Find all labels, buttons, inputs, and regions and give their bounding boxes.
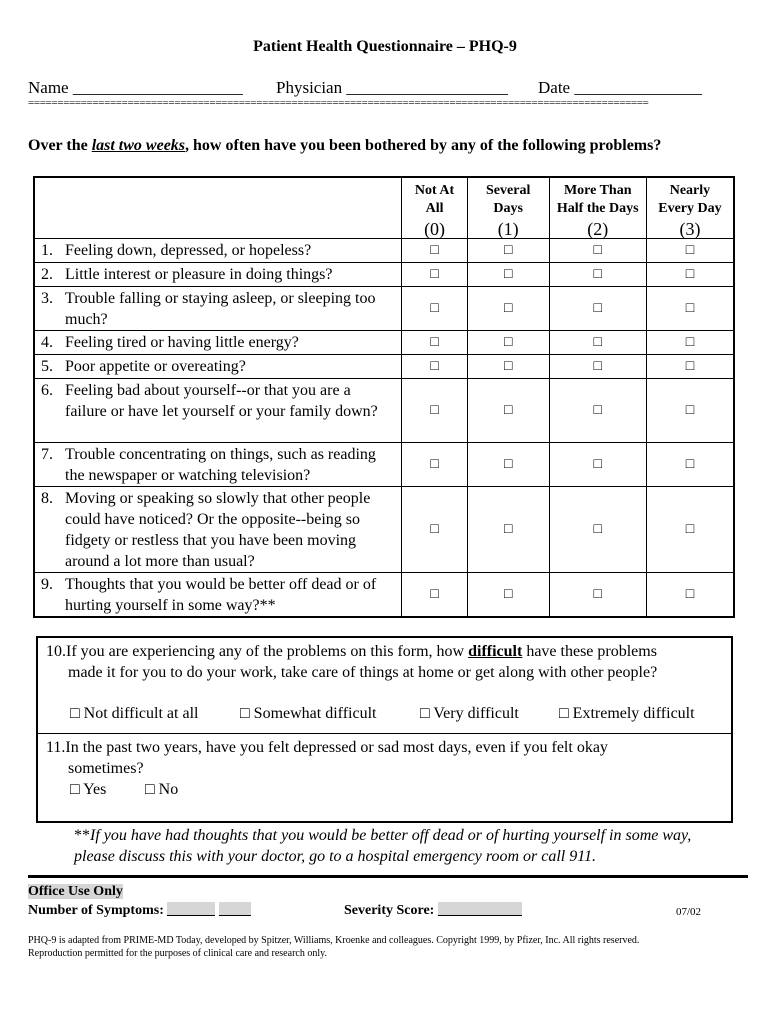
item-cell-3	[34, 287, 402, 331]
option-yes[interactable]: □ Yes	[70, 781, 107, 798]
checkbox-item4-score2[interactable]: □	[549, 331, 646, 355]
table-header-row	[34, 177, 734, 239]
severity-score: Severity Score:	[344, 902, 522, 919]
option-extremely-difficult[interactable]: □ Extremely difficult	[559, 705, 695, 722]
version-date: 07/02	[676, 906, 702, 918]
checkbox-item1-score1[interactable]: □	[467, 239, 549, 263]
checkbox-item6-score0[interactable]: □	[402, 379, 468, 443]
table-row	[34, 263, 734, 287]
table-row	[34, 331, 734, 355]
item-cell-9	[34, 573, 402, 618]
checkbox-item8-score3[interactable]: □	[646, 487, 734, 573]
item-cell-6	[34, 379, 402, 443]
copyright-footer: PHQ-9 is adapted from PRIME-MD Today, developed by Spitzer, Williams, Kroenke and colleagues. Copyright 1999, by Pfizer, Inc. All rights reserved. Reproduction permitted for the purposes of clinical care and research only.	[28, 935, 640, 959]
score-label-1: (1)	[497, 219, 519, 239]
item-number: 1.	[41, 242, 53, 259]
symptoms-blank-2[interactable]	[219, 902, 251, 916]
column-header-3: Nearly Every Day (3)	[646, 177, 734, 239]
item-number: 7.	[41, 446, 53, 463]
item-number: 6.	[41, 382, 53, 399]
checkbox-item4-score0[interactable]: □	[402, 331, 468, 355]
score-label-2: (2)	[587, 219, 609, 239]
functional-questions-box	[36, 636, 733, 823]
item-cell-5	[34, 355, 402, 379]
table-row	[34, 443, 734, 487]
checkbox-item2-score3[interactable]: □	[646, 263, 734, 287]
table-row	[34, 573, 734, 618]
option-somewhat-difficult[interactable]: □ Somewhat difficult	[240, 705, 377, 722]
table-row	[34, 287, 734, 331]
checkbox-item6-score3[interactable]: □	[646, 379, 734, 443]
option-not-difficult[interactable]: □ Not difficult at all	[70, 705, 199, 722]
table-row	[34, 379, 734, 443]
checkbox-item9-score2[interactable]: □	[549, 573, 646, 618]
instruction-text-before: Over the	[28, 137, 92, 154]
checkbox-item5-score1[interactable]: □	[467, 355, 549, 379]
checkbox-item9-score1[interactable]: □	[467, 573, 549, 618]
item-number: 9.	[41, 576, 53, 593]
item-text: Poor appetite or overeating?	[65, 358, 246, 375]
item-text: Trouble concentrating on things, such as reading the newspaper or watching television?	[65, 446, 376, 484]
checkbox-item6-score2[interactable]: □	[549, 379, 646, 443]
checkbox-item9-score3[interactable]: □	[646, 573, 734, 618]
checkbox-item2-score2[interactable]: □	[549, 263, 646, 287]
checkbox-item7-score3[interactable]: □	[646, 443, 734, 487]
checkbox-item7-score1[interactable]: □	[467, 443, 549, 487]
item-text: Thoughts that you would be better off dead or of hurting yourself in some way?**	[65, 576, 377, 614]
number-of-symptoms: Number of Symptoms:	[28, 902, 251, 919]
checkbox-item3-score2[interactable]: □	[549, 287, 646, 331]
checkbox-item1-score2[interactable]: □	[549, 239, 646, 263]
checkbox-item4-score3[interactable]: □	[646, 331, 734, 355]
item-number: 8.	[41, 490, 53, 507]
item-number: 5.	[41, 358, 53, 375]
checkbox-item5-score3[interactable]: □	[646, 355, 734, 379]
difficult-emphasis: difficult	[468, 643, 523, 660]
column-header-1: Several Days (1)	[467, 177, 549, 239]
column-header-0: Not At All (0)	[402, 177, 468, 239]
item-text: Feeling down, depressed, or hopeless?	[65, 242, 312, 259]
checkbox-item8-score2[interactable]: □	[549, 487, 646, 573]
item-text: Little interest or pleasure in doing things?	[65, 266, 333, 283]
instruction-text-after: , how often have you been bothered by any of the following problems?	[185, 137, 662, 154]
checkbox-item1-score3[interactable]: □	[646, 239, 734, 263]
item-cell-8	[34, 487, 402, 573]
phq9-table	[33, 176, 735, 618]
severity-blank[interactable]	[438, 902, 522, 916]
checkbox-item1-score0[interactable]: □	[402, 239, 468, 263]
item-cell-4	[34, 331, 402, 355]
item-number: 3.	[41, 290, 53, 307]
box-divider	[38, 733, 731, 734]
item-cell-7	[34, 443, 402, 487]
safety-note: **If you have had thoughts that you would be better off dead or of hurting yourself in some way, please discuss this with your doctor, go to a hospital emergency room or call 911.	[74, 827, 692, 865]
checkbox-item3-score0[interactable]: □	[402, 287, 468, 331]
question-11: 11.In the past two years, have you felt depressed or sad most days, even if you felt okay sometimes?	[46, 739, 608, 777]
item-text: Feeling tired or having little energy?	[65, 334, 299, 351]
checkbox-item4-score1[interactable]: □	[467, 331, 549, 355]
column-header-2: More Than Half the Days (2)	[549, 177, 646, 239]
checkbox-item3-score3[interactable]: □	[646, 287, 734, 331]
name-field[interactable]: Name ____________________	[28, 78, 243, 97]
physician-field[interactable]: Physician ___________________	[276, 78, 508, 97]
checkbox-item9-score0[interactable]: □	[402, 573, 468, 618]
table-row	[34, 487, 734, 573]
section-rule	[28, 875, 748, 878]
checkbox-item8-score1[interactable]: □	[467, 487, 549, 573]
score-label-3: (3)	[679, 219, 701, 239]
table-row	[34, 355, 734, 379]
checkbox-item2-score0[interactable]: □	[402, 263, 468, 287]
item-cell-2	[34, 263, 402, 287]
checkbox-item5-score2[interactable]: □	[549, 355, 646, 379]
checkbox-item2-score1[interactable]: □	[467, 263, 549, 287]
checkbox-item5-score0[interactable]: □	[402, 355, 468, 379]
checkbox-item3-score1[interactable]: □	[467, 287, 549, 331]
option-very-difficult[interactable]: □ Very difficult	[420, 705, 519, 722]
item-number: 4.	[41, 334, 53, 351]
checkbox-item7-score0[interactable]: □	[402, 443, 468, 487]
instruction-emphasis: last two weeks	[91, 137, 186, 154]
symptoms-blank-1[interactable]	[167, 902, 215, 916]
date-field[interactable]: Date _______________	[538, 78, 702, 97]
checkbox-item7-score2[interactable]: □	[549, 443, 646, 487]
table-row	[34, 239, 734, 263]
form-title: Patient Health Questionnaire – PHQ-9	[253, 38, 517, 55]
question-10: 10.If you are experiencing any of the problems on this form, how difficult have these problems made it for you to do your work, take care of things at home or get along with other people?	[46, 643, 658, 681]
separator-line: ==========================================================================================================	[28, 97, 649, 109]
item-cell-1	[34, 239, 402, 263]
item-column-header	[34, 177, 402, 239]
item-text: Feeling bad about yourself--or that you are a failure or have let yourself or your family down?	[65, 382, 378, 420]
checkbox-item6-score1[interactable]: □	[467, 379, 549, 443]
score-label-0: (0)	[424, 219, 446, 239]
office-use-heading: Office Use Only	[28, 884, 123, 899]
item-number: 2.	[41, 266, 53, 283]
item-text: Trouble falling or staying asleep, or sleeping too much?	[65, 290, 376, 328]
instruction-question	[28, 137, 661, 155]
option-no[interactable]: □ No	[145, 781, 179, 798]
checkbox-item8-score0[interactable]: □	[402, 487, 468, 573]
item-text: Moving or speaking so slowly that other people could have noticed? Or the opposite--being so fidgety or restless that you have been moving around a lot more than usual?	[65, 490, 371, 570]
